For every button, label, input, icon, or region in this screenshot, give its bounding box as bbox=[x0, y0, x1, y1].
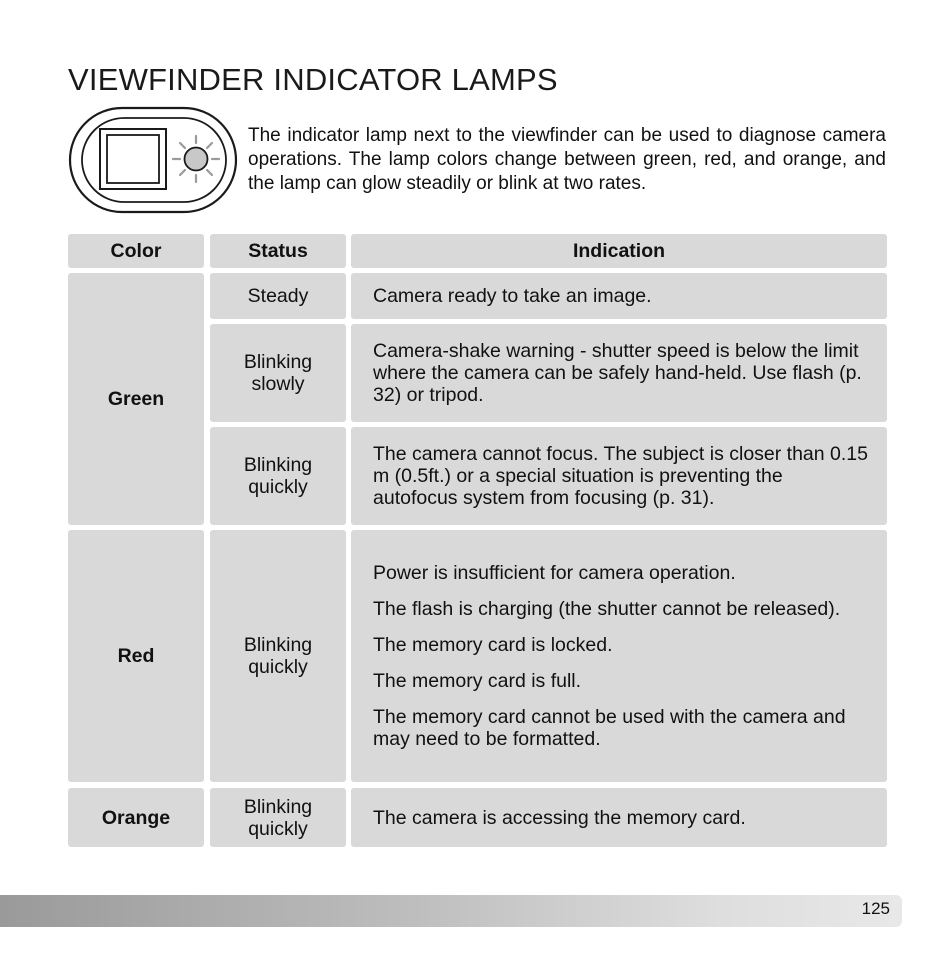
status-line: quickly bbox=[248, 817, 308, 840]
indication-line: Power is insufficient for camera operation. bbox=[373, 562, 736, 584]
status-blinking-quickly bbox=[210, 427, 346, 525]
status-line: Blinking bbox=[243, 454, 313, 476]
page-title: VIEWFINDER INDICATOR LAMPS bbox=[68, 62, 558, 97]
status-line: Blinking bbox=[243, 634, 313, 656]
indication-line: The memory card cannot be used with the camera and may need to be formatted. bbox=[373, 706, 846, 750]
status-line: Steady bbox=[247, 285, 309, 307]
status-steady bbox=[210, 273, 346, 319]
page-number: 125 bbox=[861, 899, 890, 918]
header-color: Color bbox=[68, 234, 204, 268]
indication-line: The memory card is full. bbox=[373, 670, 582, 692]
header-indication: Indication bbox=[351, 234, 887, 268]
intro-paragraph: The indicator lamp next to the viewfinder can be used to diagnose camera operations. The lamp colors change between green, red, and orange, and the lamp can glow steadily or blink at two rates. bbox=[248, 125, 886, 194]
indication-green-steady: Camera ready to take an image. bbox=[351, 273, 887, 319]
indication-red-blinking-quickly bbox=[351, 530, 887, 782]
footer-bar bbox=[0, 895, 902, 927]
status-line: Blinking bbox=[243, 351, 313, 373]
indication-green-blinking-slowly: Camera-shake warning - shutter speed is below the limit where the camera can be safely hand-held. Use flash (p. 32) or tripod. bbox=[351, 324, 887, 422]
indication-line: The flash is charging (the shutter cannot be released). bbox=[373, 598, 841, 620]
status-blinking-slowly bbox=[210, 324, 346, 422]
indication-green-blinking-quickly: The camera cannot focus. The subject is closer than 0.15 m (0.5ft.) or a special situation is preventing the autofocus system from focusing (p. 31). bbox=[351, 427, 887, 525]
indication-line: The memory card is locked. bbox=[373, 634, 613, 656]
status-blinking-quickly bbox=[210, 788, 346, 847]
status-line: quickly bbox=[248, 476, 308, 498]
status-line: Blinking bbox=[243, 795, 313, 818]
indication-orange-blinking-quickly: The camera is accessing the memory card. bbox=[351, 788, 887, 847]
color-green: Green bbox=[68, 273, 204, 525]
color-orange: Orange bbox=[68, 788, 204, 847]
header-status: Status bbox=[210, 234, 346, 268]
status-line: slowly bbox=[251, 373, 305, 395]
color-red: Red bbox=[68, 530, 204, 782]
status-blinking-quickly bbox=[210, 530, 346, 782]
viewfinder-lamp-icon bbox=[68, 106, 238, 214]
status-line: quickly bbox=[248, 656, 308, 678]
